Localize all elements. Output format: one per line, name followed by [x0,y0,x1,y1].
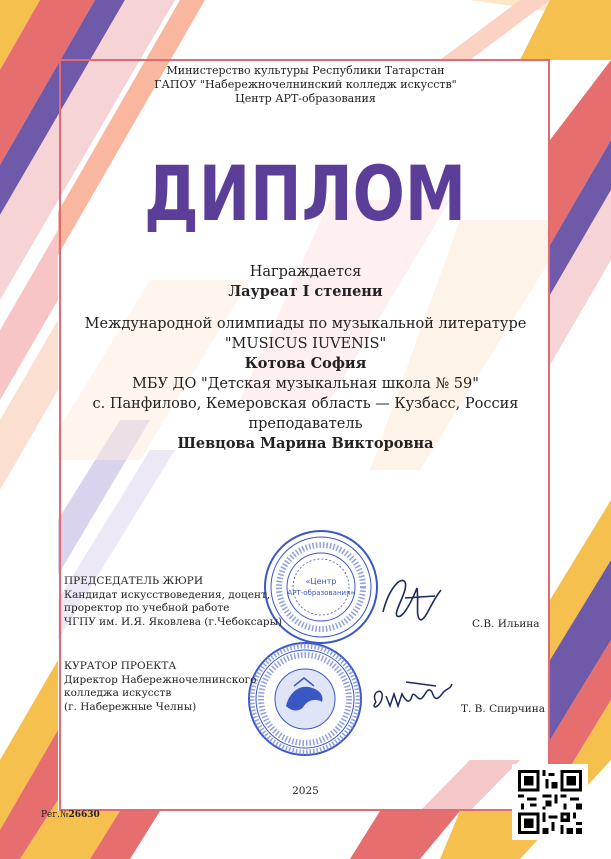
jury-signature [375,568,447,628]
school-name: МБУ ДО "Детская музыкальная школа № 59" [132,376,479,392]
jury-block [64,575,282,629]
center-line: Центр АРТ-образования [235,92,376,105]
diploma-title [140,149,470,238]
teacher-name: Шевцова Марина Викторовна [177,435,434,452]
jury-name: С.В. Ильина [472,618,540,630]
event-line-1: Международной олимпиады по музыкальной литературе [84,316,527,332]
issue-year: 2025 [292,785,319,797]
jury-line-2: проректор по учебной работе [64,602,230,614]
curator-line-2: колледжа искусств [64,687,172,699]
jury-line-1: Кандидат искусствоведения, доцент, [64,588,271,601]
registration-label: Рег.№ [41,810,69,820]
curator-block [64,660,257,714]
issuer-header [0,64,611,106]
student-name: Котова София [244,355,367,372]
teacher-label: преподаватель [248,416,363,432]
college-line: ГАПОУ "Набережночелнинский колледж искусств" [154,78,457,91]
curator-line-3: (г. Набережные Челны) [64,700,197,713]
curator-name: Т. В. Спирчина [461,703,546,715]
qr-code [512,764,588,840]
curator-line-1: Директор Набережночелнинского [64,673,257,686]
diploma-title-text: ДИПЛОМ [144,149,466,238]
jury-line-3: ЧГПУ им. И.Я. Яковлева (г.Чебоксары) [64,615,283,628]
registration-value: 26630 [68,810,100,820]
curator-signature [366,672,458,720]
stamp-center-line-1: «Центр [305,577,337,586]
degree: Лауреат I степени [228,283,383,300]
award-text [60,262,551,454]
school-location: с. Панфилово, Кемеровская область — Кузбасс, Россия [92,396,519,412]
college-seal [246,640,364,758]
event-line-2: "MUSICUS IUVENIS" [224,336,387,352]
awarded-label: Награждается [249,264,362,280]
stamp-center-line-2: АРТ-образования» [287,589,355,597]
curator-title: КУРАТОР ПРОЕКТА [64,660,177,672]
registration-number [41,810,100,820]
jury-title: ПРЕДСЕДАТЕЛЬ ЖЮРИ [64,575,204,587]
ministry-line: Министерство культуры Республики Татарстан [166,64,445,77]
